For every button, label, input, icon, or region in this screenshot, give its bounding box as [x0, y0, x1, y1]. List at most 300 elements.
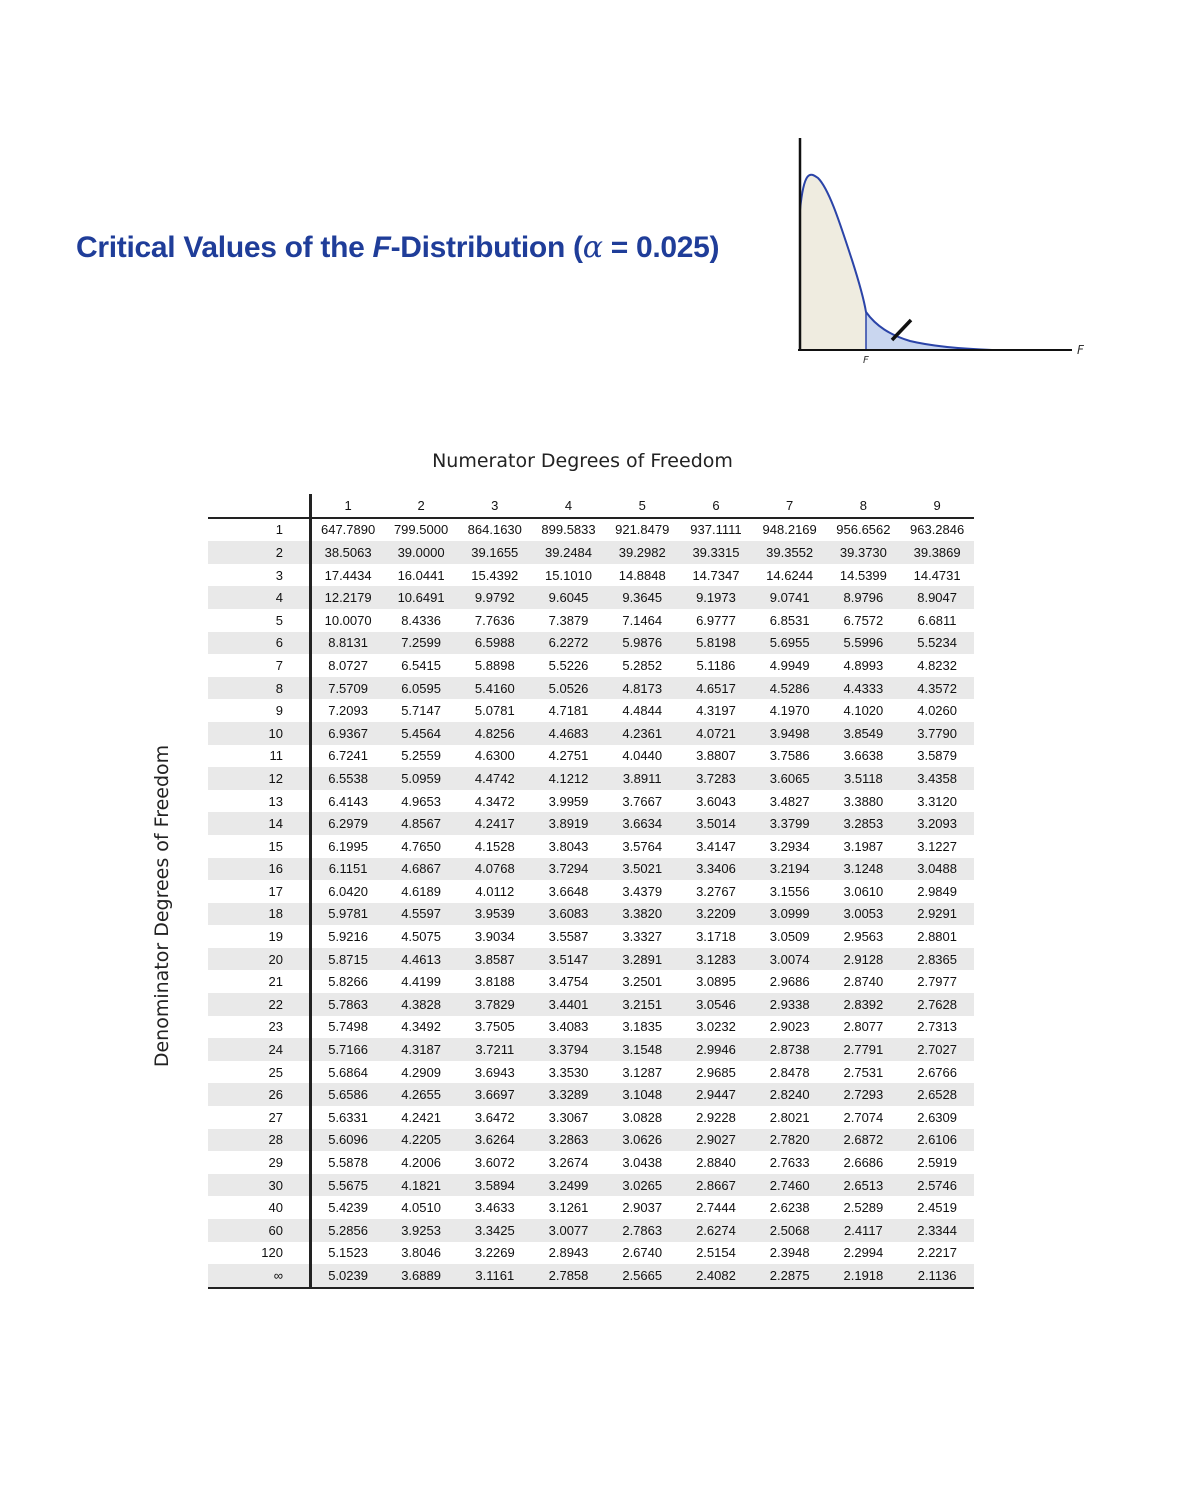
- table-cell: 10.0070: [324, 612, 372, 628]
- table-cell: 4.8232: [917, 657, 957, 673]
- table-cell: 4.8173: [605, 677, 679, 700]
- table-cell: 3.6638: [843, 748, 884, 764]
- table-cell: 6.2979: [311, 812, 385, 835]
- table-row: [208, 880, 974, 903]
- table-cell: 9.6045: [532, 586, 606, 609]
- table-cell: 2.4082: [679, 1264, 753, 1288]
- table-cell: 3.7667: [622, 793, 663, 809]
- table-cell: 6.2272: [532, 632, 606, 655]
- table-cell: 2.9338: [753, 993, 827, 1016]
- table-row: [208, 1038, 974, 1061]
- table-cell: 5.6955: [753, 632, 827, 655]
- table-cell: 3.7505: [474, 1019, 515, 1035]
- table-row: [208, 993, 974, 1016]
- table-cell: 16.0441: [397, 567, 445, 583]
- row-header: 4: [208, 586, 311, 609]
- table-cell: 3.4147: [696, 838, 736, 854]
- denominator-axis-label: Denominator Degrees of Freedom: [151, 744, 173, 1068]
- table-cell: 4.4333: [827, 677, 901, 700]
- table-cell: 2.7977: [917, 974, 957, 990]
- table-cell: 2.2994: [843, 1245, 884, 1261]
- table-cell: 2.6872: [827, 1129, 901, 1152]
- table-cell: 2.7791: [827, 1038, 901, 1061]
- table-cell: 5.6331: [328, 1109, 368, 1125]
- table-cell: 2.7027: [900, 1038, 974, 1061]
- table-cell: 6.5415: [401, 657, 441, 673]
- table-cell: 2.7858: [532, 1264, 606, 1288]
- table-cell: 3.0232: [696, 1019, 736, 1035]
- table-cell: 6.1995: [328, 838, 368, 854]
- table-cell: 2.9037: [622, 1200, 663, 1216]
- table-cell: 3.2863: [532, 1129, 606, 1152]
- table-cell: 3.5764: [622, 838, 663, 854]
- table-cell: 2.5154: [696, 1245, 736, 1261]
- table-cell: 4.2417: [458, 812, 532, 835]
- row-header: 22: [208, 993, 311, 1016]
- row-header: 10: [208, 722, 311, 745]
- table-cell: 956.6562: [836, 522, 891, 538]
- table-cell: 38.5063: [311, 541, 385, 564]
- table-cell: 647.7890: [320, 522, 376, 538]
- table-row: [208, 948, 974, 971]
- table-cell: 2.4519: [917, 1200, 957, 1216]
- row-header: 6: [208, 632, 311, 655]
- table-cell: 5.9876: [605, 632, 679, 655]
- table-row: [208, 1264, 974, 1288]
- table-cell: 3.6043: [696, 793, 736, 809]
- table-cell: 3.7586: [769, 748, 810, 764]
- table-cell: 39.2484: [532, 541, 606, 564]
- column-header: 4: [532, 494, 606, 518]
- table-cell: 4.6867: [384, 858, 458, 881]
- table-cell: 2.3948: [769, 1245, 810, 1261]
- table-cell: 3.4754: [548, 974, 589, 990]
- table-row: [208, 1196, 974, 1219]
- table-cell: 3.5879: [917, 748, 957, 764]
- table-cell: 2.9027: [679, 1129, 753, 1152]
- table-cell: 3.9253: [384, 1219, 458, 1242]
- table-cell: 3.5587: [548, 929, 589, 945]
- table-cell: 15.4392: [471, 567, 519, 583]
- row-header: 60: [208, 1219, 311, 1242]
- table-cell: 8.9796: [827, 586, 901, 609]
- table-cell: 3.1287: [622, 1064, 663, 1080]
- table-cell: 2.9447: [679, 1083, 753, 1106]
- table-cell: 2.7460: [753, 1174, 827, 1197]
- table-cell: 4.0721: [679, 722, 753, 745]
- f-distribution-figure: [780, 130, 1110, 370]
- table-cell: 3.1161: [458, 1264, 532, 1288]
- table-cell: 9.1973: [679, 586, 753, 609]
- table-cell: 6.5988: [458, 632, 532, 655]
- row-header: 30: [208, 1174, 311, 1197]
- table-cell: 3.4379: [622, 883, 663, 899]
- row-header: 25: [208, 1061, 311, 1084]
- table-row: [208, 858, 974, 881]
- row-header: 28: [208, 1129, 311, 1152]
- table-cell: 3.2151: [605, 993, 679, 1016]
- table-cell: 2.5746: [900, 1174, 974, 1197]
- table-cell: 3.9959: [548, 793, 589, 809]
- table-cell: 3.5118: [827, 767, 901, 790]
- table-cell: 5.6096: [311, 1129, 385, 1152]
- table-cell: 4.2421: [401, 1109, 441, 1125]
- table-cell: 899.5833: [541, 522, 596, 538]
- table-cell: 3.1835: [622, 1019, 663, 1035]
- tail-pointer: [892, 320, 911, 340]
- table-cell: 4.5075: [401, 929, 441, 945]
- row-header: 15: [208, 835, 311, 858]
- table-cell: 2.1918: [827, 1264, 901, 1288]
- table-cell: 3.7283: [679, 767, 753, 790]
- table-cell: 6.6811: [917, 612, 957, 628]
- table-cell: 39.3730: [827, 541, 901, 564]
- table-cell: 2.8740: [843, 974, 884, 990]
- table-cell: 3.0626: [605, 1129, 679, 1152]
- table-cell: 6.9367: [311, 722, 385, 745]
- table-cell: 3.6472: [474, 1109, 515, 1125]
- table-cell: 8.4336: [401, 612, 441, 628]
- table-cell: 2.7820: [753, 1129, 827, 1152]
- table-cell: 3.7211: [458, 1038, 532, 1061]
- table-row: [208, 699, 974, 722]
- table-row: [208, 1174, 974, 1197]
- numerator-axis-label: Numerator Degrees of Freedom: [432, 450, 733, 472]
- table-cell: 2.5665: [605, 1264, 679, 1288]
- table-cell: 2.9023: [769, 1019, 810, 1035]
- table-cell: 4.2751: [548, 748, 589, 764]
- table-cell: 7.7636: [474, 612, 515, 628]
- table-cell: 3.0265: [605, 1174, 679, 1197]
- table-cell: 4.4613: [384, 948, 458, 971]
- table-cell: 3.3820: [605, 903, 679, 926]
- table-cell: 4.9653: [401, 793, 441, 809]
- row-header: 24: [208, 1038, 311, 1061]
- table-cell: 3.6943: [474, 1064, 515, 1080]
- table-cell: 3.4083: [548, 1019, 589, 1035]
- table-cell: 3.3799: [753, 812, 827, 835]
- column-header: 1: [311, 494, 385, 518]
- table-cell: 3.5894: [458, 1174, 532, 1197]
- table-cell: 4.2361: [605, 722, 679, 745]
- column-header: 6: [679, 494, 753, 518]
- table-cell: 3.3425: [458, 1219, 532, 1242]
- table-cell: 7.1464: [622, 612, 663, 628]
- row-header: 26: [208, 1083, 311, 1106]
- table-cell: 4.0768: [458, 858, 532, 881]
- title-alpha-symbol: α: [582, 230, 603, 265]
- table-cell: 2.9291: [900, 903, 974, 926]
- table-cell: 2.6513: [827, 1174, 901, 1197]
- table-row: [208, 1016, 974, 1039]
- corner-cell: [208, 494, 311, 518]
- row-header: 17: [208, 880, 311, 903]
- table-cell: 4.0510: [401, 1200, 441, 1216]
- table-cell: 2.7293: [827, 1083, 901, 1106]
- table-cell: 6.7572: [843, 612, 884, 628]
- table-cell: 2.2217: [917, 1245, 957, 1261]
- table-cell: 4.2006: [401, 1155, 441, 1171]
- table-cell: 3.8188: [474, 974, 515, 990]
- table-cell: 2.9686: [769, 974, 810, 990]
- table-cell: 4.6189: [401, 883, 441, 899]
- table-cell: 39.3315: [679, 541, 753, 564]
- table-row: [208, 925, 974, 948]
- table-cell: 2.6528: [900, 1083, 974, 1106]
- table-row: [208, 790, 974, 813]
- table-cell: 2.8392: [827, 993, 901, 1016]
- table-cell: 5.7863: [311, 993, 385, 1016]
- title-prefix: Critical Values of the: [76, 231, 373, 264]
- table-cell: 8.8131: [311, 632, 385, 655]
- row-header: 8: [208, 677, 311, 700]
- table-cell: 7.2093: [328, 703, 368, 719]
- row-header: 21: [208, 970, 311, 993]
- table-cell: 2.7628: [900, 993, 974, 1016]
- column-header: 2: [384, 494, 458, 518]
- table-cell: 4.0440: [622, 748, 663, 764]
- table-cell: 3.1987: [843, 838, 884, 854]
- row-header: 7: [208, 654, 311, 677]
- table-cell: 3.0077: [532, 1219, 606, 1242]
- row-header: 5: [208, 609, 311, 632]
- table-cell: 2.2875: [753, 1264, 827, 1288]
- table-cell: 2.9849: [917, 883, 957, 899]
- table-cell: 3.5021: [605, 858, 679, 881]
- table-cell: 5.8266: [328, 974, 368, 990]
- table-cell: 4.8993: [843, 657, 884, 673]
- table-cell: 3.4827: [769, 793, 810, 809]
- table-cell: 3.2209: [679, 903, 753, 926]
- table-cell: 3.1227: [917, 838, 957, 854]
- table-cell: 4.8567: [384, 812, 458, 835]
- row-header: 13: [208, 790, 311, 813]
- table-cell: 3.3406: [679, 858, 753, 881]
- table-row: [208, 1242, 974, 1265]
- row-header: 16: [208, 858, 311, 881]
- table-cell: 39.2982: [605, 541, 679, 564]
- table-cell: 3.9034: [474, 929, 515, 945]
- table-cell: 6.9777: [696, 612, 736, 628]
- table-cell: 3.6083: [532, 903, 606, 926]
- table-cell: 6.1151: [311, 858, 385, 881]
- table-cell: 2.6686: [843, 1155, 884, 1171]
- row-header: 12: [208, 767, 311, 790]
- table-cell: 3.8043: [548, 838, 589, 854]
- table-cell: 15.1010: [545, 567, 593, 583]
- table-cell: 3.5147: [532, 948, 606, 971]
- table-row: [208, 541, 974, 564]
- table-cell: 5.8198: [679, 632, 753, 655]
- table-row: [208, 835, 974, 858]
- table-cell: 3.6264: [458, 1129, 532, 1152]
- table-cell: 6.8531: [769, 612, 810, 628]
- table-cell: 2.6309: [917, 1109, 957, 1125]
- table-cell: 3.2891: [605, 948, 679, 971]
- table-row: [208, 518, 974, 542]
- table-cell: 2.9685: [696, 1064, 736, 1080]
- table-cell: 3.8549: [827, 722, 901, 745]
- page-title: [76, 230, 719, 265]
- table-cell: 3.0546: [679, 993, 753, 1016]
- table-cell: 2.9228: [696, 1109, 736, 1125]
- table-cell: 3.1261: [548, 1200, 589, 1216]
- table-cell: 5.4564: [384, 722, 458, 745]
- table-cell: 2.6106: [900, 1129, 974, 1152]
- table-cell: 3.8587: [458, 948, 532, 971]
- table-row: [208, 1151, 974, 1174]
- table-cell: 12.2179: [311, 586, 385, 609]
- table-cell: 2.8478: [769, 1064, 810, 1080]
- row-header: 1: [208, 518, 311, 542]
- table-cell: 4.7181: [548, 703, 589, 719]
- table-cell: 3.4401: [532, 993, 606, 1016]
- table-cell: 3.2194: [753, 858, 827, 881]
- table-cell: 3.0488: [900, 858, 974, 881]
- table-cell: 2.7633: [769, 1155, 810, 1171]
- table-cell: 5.1186: [696, 657, 736, 673]
- table-cell: 4.3828: [384, 993, 458, 1016]
- table-row: [208, 1083, 974, 1106]
- table-cell: 3.2093: [900, 812, 974, 835]
- table-cell: 2.7863: [605, 1219, 679, 1242]
- table-cell: 9.3645: [605, 586, 679, 609]
- table-cell: 3.1283: [679, 948, 753, 971]
- table-cell: 3.6889: [384, 1264, 458, 1288]
- table-cell: 4.4199: [401, 974, 441, 990]
- table-cell: 2.1136: [900, 1264, 974, 1288]
- table-cell: 3.6697: [458, 1083, 532, 1106]
- table-row: [208, 1106, 974, 1129]
- row-header: 120: [208, 1242, 311, 1265]
- table-row: [208, 632, 974, 655]
- table-body: [208, 518, 974, 1288]
- table-row: [208, 767, 974, 790]
- table-cell: 2.8240: [753, 1083, 827, 1106]
- table-cell: 3.0828: [622, 1109, 663, 1125]
- table-cell: 2.6766: [917, 1064, 957, 1080]
- table-cell: 2.5068: [753, 1219, 827, 1242]
- table-cell: 2.8840: [696, 1155, 736, 1171]
- table-cell: 3.8807: [696, 748, 736, 764]
- table-cell: 4.1212: [532, 767, 606, 790]
- row-header: 18: [208, 903, 311, 926]
- table-cell: 2.8667: [679, 1174, 753, 1197]
- table-cell: 39.0000: [384, 541, 458, 564]
- table-row: [208, 812, 974, 835]
- table-cell: 2.8365: [900, 948, 974, 971]
- table-row: [208, 586, 974, 609]
- table-cell: 39.3869: [900, 541, 974, 564]
- table-cell: 3.4633: [474, 1200, 515, 1216]
- table-cell: 4.1970: [769, 703, 810, 719]
- table-cell: 3.3530: [548, 1064, 589, 1080]
- table-cell: 6.5538: [311, 767, 385, 790]
- table-cell: 5.8898: [474, 657, 515, 673]
- table-row: [208, 654, 974, 677]
- row-header: 29: [208, 1151, 311, 1174]
- table-cell: 864.1630: [467, 522, 522, 538]
- table-cell: 2.7444: [696, 1200, 736, 1216]
- row-header: 2: [208, 541, 311, 564]
- table-cell: 5.5996: [827, 632, 901, 655]
- row-header: 9: [208, 699, 311, 722]
- critical-value-label: F: [863, 355, 869, 366]
- table-cell: 2.8021: [769, 1109, 810, 1125]
- table-cell: 2.8077: [843, 1019, 884, 1035]
- table-cell: 3.1718: [696, 929, 736, 945]
- row-header: 40: [208, 1196, 311, 1219]
- row-header: 14: [208, 812, 311, 835]
- table-row: [208, 564, 974, 587]
- table-cell: 2.8943: [548, 1245, 589, 1261]
- table-cell: 3.5014: [679, 812, 753, 835]
- table-cell: 3.7294: [532, 858, 606, 881]
- table-cell: 5.2856: [311, 1219, 385, 1242]
- table-cell: 9.0741: [753, 586, 827, 609]
- table-cell: 5.0526: [532, 677, 606, 700]
- table-cell: 9.9792: [458, 586, 532, 609]
- table-cell: 5.5675: [311, 1174, 385, 1197]
- table-cell: 5.2559: [401, 748, 441, 764]
- row-header: ∞: [208, 1264, 311, 1288]
- table-cell: 5.4160: [458, 677, 532, 700]
- table-cell: 3.0895: [696, 974, 736, 990]
- row-header: 11: [208, 745, 311, 768]
- table-cell: 5.9216: [328, 929, 368, 945]
- table-cell: 3.3289: [532, 1083, 606, 1106]
- table-cell: 8.0727: [328, 657, 368, 673]
- table-cell: 4.6300: [474, 748, 515, 764]
- table-cell: 4.1528: [474, 838, 515, 854]
- column-header-row: [208, 494, 974, 518]
- table-cell: 39.3552: [753, 541, 827, 564]
- table-cell: 2.6238: [769, 1200, 810, 1216]
- table-cell: 963.2846: [910, 522, 965, 538]
- table-cell: 5.5234: [900, 632, 974, 655]
- table-cell: 3.6648: [548, 883, 589, 899]
- table-row: [208, 1061, 974, 1084]
- table-cell: 2.4117: [827, 1219, 901, 1242]
- table-cell: 4.7650: [401, 838, 441, 854]
- table-cell: 3.4358: [900, 767, 974, 790]
- table-cell: 3.9498: [753, 722, 827, 745]
- table-cell: 3.2934: [769, 838, 810, 854]
- table-cell: 5.7147: [401, 703, 441, 719]
- table-cell: 3.1556: [769, 883, 810, 899]
- column-header: 8: [827, 494, 901, 518]
- table-cell: 799.5000: [393, 522, 449, 538]
- table-cell: 3.7790: [900, 722, 974, 745]
- table-cell: 4.0112: [475, 883, 515, 899]
- table-cell: 17.4434: [324, 567, 372, 583]
- row-header: 27: [208, 1106, 311, 1129]
- table-cell: 2.7074: [843, 1109, 884, 1125]
- table-cell: 3.0610: [843, 883, 884, 899]
- title-f-letter: F: [372, 231, 391, 264]
- table-cell: 3.3120: [917, 793, 957, 809]
- table-cell: 3.2767: [696, 883, 736, 899]
- column-header: 9: [900, 494, 974, 518]
- table-cell: 5.0959: [384, 767, 458, 790]
- table-cell: 6.4143: [328, 793, 368, 809]
- column-header: 7: [753, 494, 827, 518]
- table-cell: 7.3879: [548, 612, 589, 628]
- x-axis-label: F: [1077, 343, 1084, 357]
- table-cell: 4.2205: [384, 1129, 458, 1152]
- table-cell: 5.4239: [328, 1200, 368, 1216]
- table-cell: 5.0239: [311, 1264, 385, 1288]
